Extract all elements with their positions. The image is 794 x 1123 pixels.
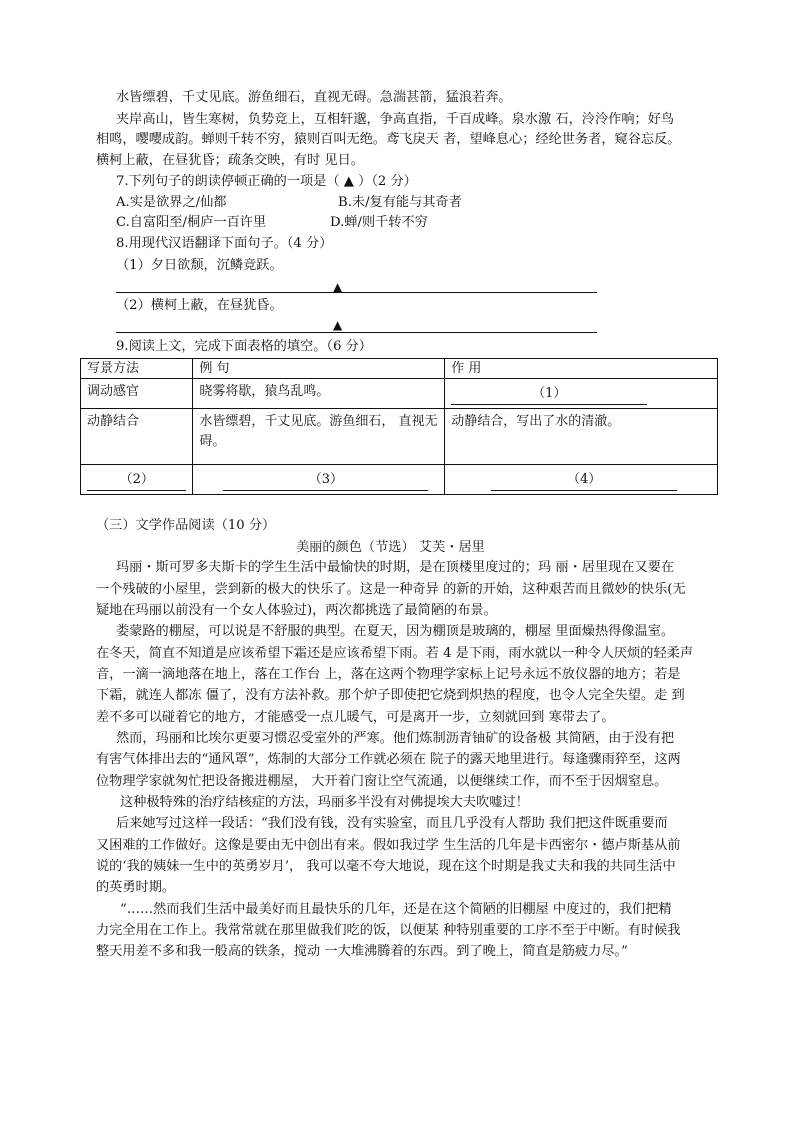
table-cell: 动静结合，写出了水的清澈。 xyxy=(445,409,718,465)
table-header-cell: 写景方法 xyxy=(81,359,193,379)
article-line: 玛丽・斯可罗多夫斯卡的学生生活中最愉快的时期，是在顶楼里度过的；玛 丽・居里现在又要在 xyxy=(116,560,675,575)
q7-option-d: D.蝉/则千转不穷 xyxy=(330,215,428,230)
table-header-cell: 例 句 xyxy=(193,359,445,379)
article-line: 说的‘我的姨妹一生中的英勇岁月’， 我可以毫不夸大地说，现在这个时期是我丈夫和我的共同生活中 xyxy=(96,859,676,874)
q8-item-1: （1）夕日欲颓，沉鳞竞跃。 xyxy=(116,258,283,273)
q7-option-a: A.实是欲界之/仙都 xyxy=(116,195,227,210)
passage-line-2: 夹岸高山，皆生寒树，负势竞上，互相轩邈，争高直指，千百成峰。泉水激 石，泠泠作响；好鸟 xyxy=(116,112,675,127)
table-cell: 动静结合 xyxy=(81,409,193,465)
table-cell: 水皆缥碧，千丈见底。游鱼细石， 直视无碍。 xyxy=(193,409,445,465)
article-line: 有害气体排出去的“通风罩”，炼制的大部分工作就必须在 院子的露天地里进行。每逢骤雨猝至，这两 xyxy=(96,752,681,767)
article-line: “……然而我们生活中最美好而且最快乐的几年，还是在这个简陋的旧棚屋 中度过的，我们把精 xyxy=(120,902,672,917)
q8-item-2: （2）横柯上蔽，在昼犹昏。 xyxy=(116,298,283,313)
article-line: 力完全用在工作上。我常常就在那里做我们吃的饭，以便某 种特别重要的工序不至于中断。有时候我 xyxy=(96,923,681,938)
q7-option-b: B.未/复有能与其奇者 xyxy=(338,195,462,210)
article-line: 在冬天，简直不知道是应该希望下霜还是应该希望下雨。若 4 是下雨，雨水就以一种令人厌烦的轻柔声 xyxy=(96,646,694,661)
article-line: 后来她写过这样一段话：“我们没有钱，没有实验室，而且几乎没有人帮助 我们把这件既重要而 xyxy=(116,816,668,831)
answer-line-2[interactable] xyxy=(116,332,597,333)
table-cell-blank xyxy=(193,465,445,495)
blank-1[interactable]: （1） xyxy=(451,384,647,405)
article-line: 的英勇时期。 xyxy=(96,880,176,895)
table-header-cell: 作 用 xyxy=(445,359,718,379)
answer-line-1[interactable] xyxy=(116,292,597,293)
blank-3[interactable]: （3） xyxy=(223,470,428,491)
article-line: 位物理学家就匆忙把设备搬进棚屋， 大开着门窗让空气流通，以便继续工作，而不至于因烟窒息。 xyxy=(96,774,668,789)
q7-option-c: C.自富阳至/桐庐一百许里 xyxy=(116,215,267,230)
article-line: 一个残破的小屋里，尝到新的极大的快乐了。这是一种奇异 的新的开始，这种艰苦而且微妙的快乐(无 xyxy=(96,582,686,597)
article-line: 下霜，就连人都冻 僵了，没有方法补救。那个炉子即使把它烧到炽热的程度，也令人完全失望。走 到 xyxy=(96,688,685,703)
table-row xyxy=(81,379,718,409)
blank-2[interactable]: （2） xyxy=(87,470,186,491)
article-title: 美丽的颜色（节选） 艾芙・居里 xyxy=(296,540,485,555)
blank-4[interactable]: （4） xyxy=(491,470,677,491)
article-line: 疑地在玛丽以前没有一个女人体验过)，两次都挑选了最简陋的布景。 xyxy=(96,603,497,618)
table-header-row xyxy=(81,359,718,379)
q8-stem: 8.用现代汉语翻译下面句子。（4 分） xyxy=(116,236,333,251)
passage-line-1: 水皆缥碧，千丈见底。游鱼细石，直视无碍。急湍甚箭，猛浪若奔。 xyxy=(116,90,512,105)
answer-mark-1: ▲ xyxy=(333,280,343,294)
answer-mark-2: ▲ xyxy=(333,318,343,332)
article-line: 娄蒙路的棚屋，可以说是不舒服的典型。在夏天，因为棚顶是玻璃的，棚屋 里面燥热得像温室。 xyxy=(116,624,675,639)
q7-stem: 7.下列句子的朗读停顿正确的一项是（ ▲ ）（2 分） xyxy=(116,174,417,189)
table-cell-blank xyxy=(445,465,718,495)
section-heading: （三）文学作品阅读（10 分） xyxy=(96,518,276,533)
q9-stem: 9.阅读上文，完成下面表格的填空。（6 分） xyxy=(116,339,372,354)
passage-line-4: 横柯上蔽，在昼犹昏；疏条交映，有时 见日。 xyxy=(96,153,364,168)
table-row xyxy=(81,465,718,495)
table-row xyxy=(81,409,718,465)
article-line: 又困难的工作做好。这像是要由无中创出有来。假如我过学 生生活的几年是卡西密尔・德卢斯基从前 xyxy=(96,838,681,853)
article-line: 音，一滴一滴地落在地上，落在工作台 上，落在这两个物理学家标上记号永远不放仪器的地方；若是 xyxy=(96,667,681,682)
q9-table xyxy=(80,358,718,495)
table-cell-blank xyxy=(81,465,193,495)
article-line: 这种极特殊的治疗结核症的方法，玛丽多半没有对佛提埃大夫吹嘘过！ xyxy=(120,795,529,810)
article-line: 差不多可以碰着它的地方，才能感受一点儿暖气，可是离开一步，立刻就回到 寒带去了。 xyxy=(96,710,615,725)
article-line: 整天用差不多和我一般高的铁条，搅动 一大堆沸腾着的东西。到了晚上，简直是筋疲力尽。” xyxy=(96,944,628,959)
table-cell: 调动感官 xyxy=(81,379,193,409)
article-line: 然而，玛丽和比埃尔更要习惯忍受室外的严寒。他们炼制沥青铀矿的设备极 其简陋，由于没有把 xyxy=(116,731,675,746)
table-cell: 晓雾将歇，猿鸟乱鸣。 xyxy=(193,379,445,409)
passage-line-3: 相鸣，嘤嘤成韵。蝉则千转不穷，猿则百叫无绝。鸢飞戾天 者，望峰息心；经纶世务者，窥谷忘反。 xyxy=(96,132,681,147)
table-cell-blank xyxy=(445,379,718,409)
